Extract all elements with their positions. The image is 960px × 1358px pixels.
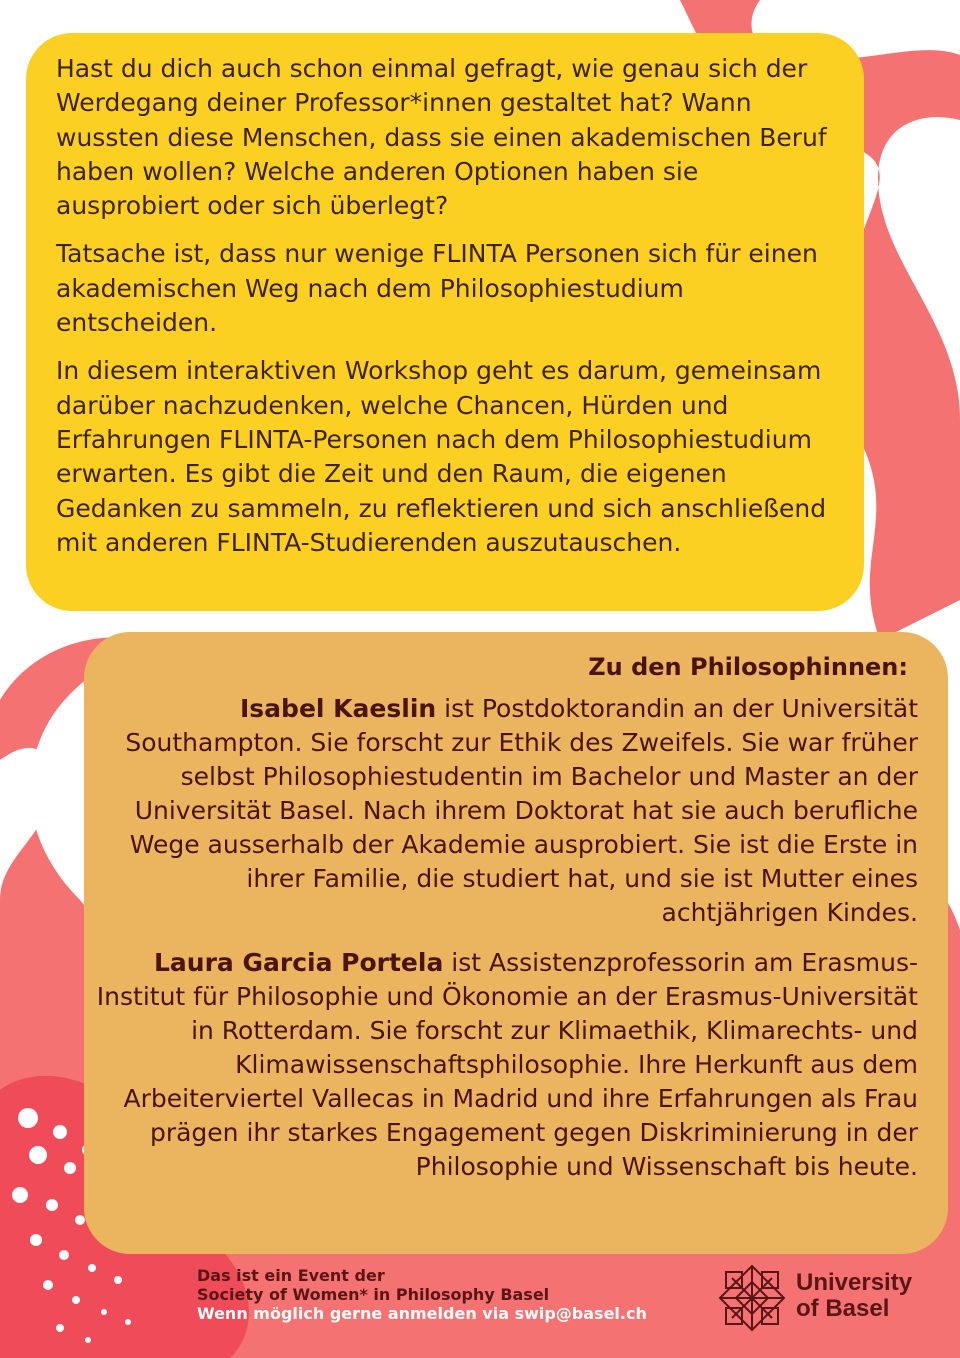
intro-paragraph-1: Hast du dich auch schon einmal gefragt, wie genau sich der Werdegang deiner Professor*innen gestaltet hat? Wann wussten diese Menschen, dass sie einen akademischen Beruf haben wollen? Welche anderen Optionen haben sie ausprobiert oder sich überlegt?	[56, 54, 827, 221]
university-logo	[716, 1262, 926, 1334]
footer-line-2: Society of Women* in Philosophy Basel	[197, 1285, 550, 1304]
intro-box	[26, 33, 864, 611]
philosophers-box	[84, 632, 948, 1254]
university-name-line-1: University	[796, 1269, 913, 1296]
footer-line-3: Wenn möglich gerne anmelden via swip@basel.ch	[197, 1304, 647, 1323]
philosophers-heading: Zu den Philosophinnen:	[588, 653, 908, 681]
philosopher-text-2: ist Assistenzprofessorin am Erasmus-Institut für Philosophie und Ökonomie an der Erasmus-Universität in Rotterdam. Sie forscht zur Klimaethik, Klimarechts- und Klimawissenschaftsphilosophie. Ihre Herkunft aus dem Arbeiterviertel Vallecas in Madrid und ihre Erfahrungen als Frau prägen ihr starkes Engagement gegen Diskriminierung in der Philosophie und Wissenschaft bis heute.	[96, 948, 918, 1181]
philosopher-bio-2	[90, 946, 918, 1184]
philosopher-text-1: ist Postdoktorandin an der Universität Southampton. Sie forscht zur Ethik des Zweifels. Sie war früher selbst Philosophiestudentin im Bachelor und Master an der Universität Basel. Nach ihrem Doktorat hat sie auch berufliche Wege ausserhalb der Akademie ausprobiert. Sie ist die Erste in ihrer Familie, die studiert hat, und sie ist Mutter eines achtjährigen Kindes.	[125, 694, 918, 927]
university-name	[796, 1270, 912, 1322]
philosopher-name-1: Isabel Kaeslin	[240, 694, 437, 723]
philosopher-bio-1	[90, 692, 918, 930]
philosopher-name-2: Laura Garcia Portela	[153, 948, 444, 977]
intro-paragraph-2: Tatsache ist, dass nur wenige FLINTA Personen sich für einen akademischen Weg nach dem Philosophiestudium entscheiden.	[56, 239, 818, 338]
footer-line-1: Das ist ein Event der	[197, 1266, 385, 1285]
university-name-line-2: of Basel	[796, 1295, 890, 1322]
event-footer	[197, 1266, 647, 1323]
unibas-star-pattern-icon	[716, 1262, 788, 1334]
intro-paragraph-3: In diesem interaktiven Workshop geht es darum, gemeinsam darüber nachzudenken, welche Chancen, Hürden und Erfahrungen FLINTA-Personen nach dem Philosophiestudium erwarten. Es gibt die Zeit und den Raum, die eigenen Gedanken zu sammeln, zu reflektieren und sich anschließend mit anderen FLINTA-Studierenden auszutauschen.	[56, 356, 827, 557]
